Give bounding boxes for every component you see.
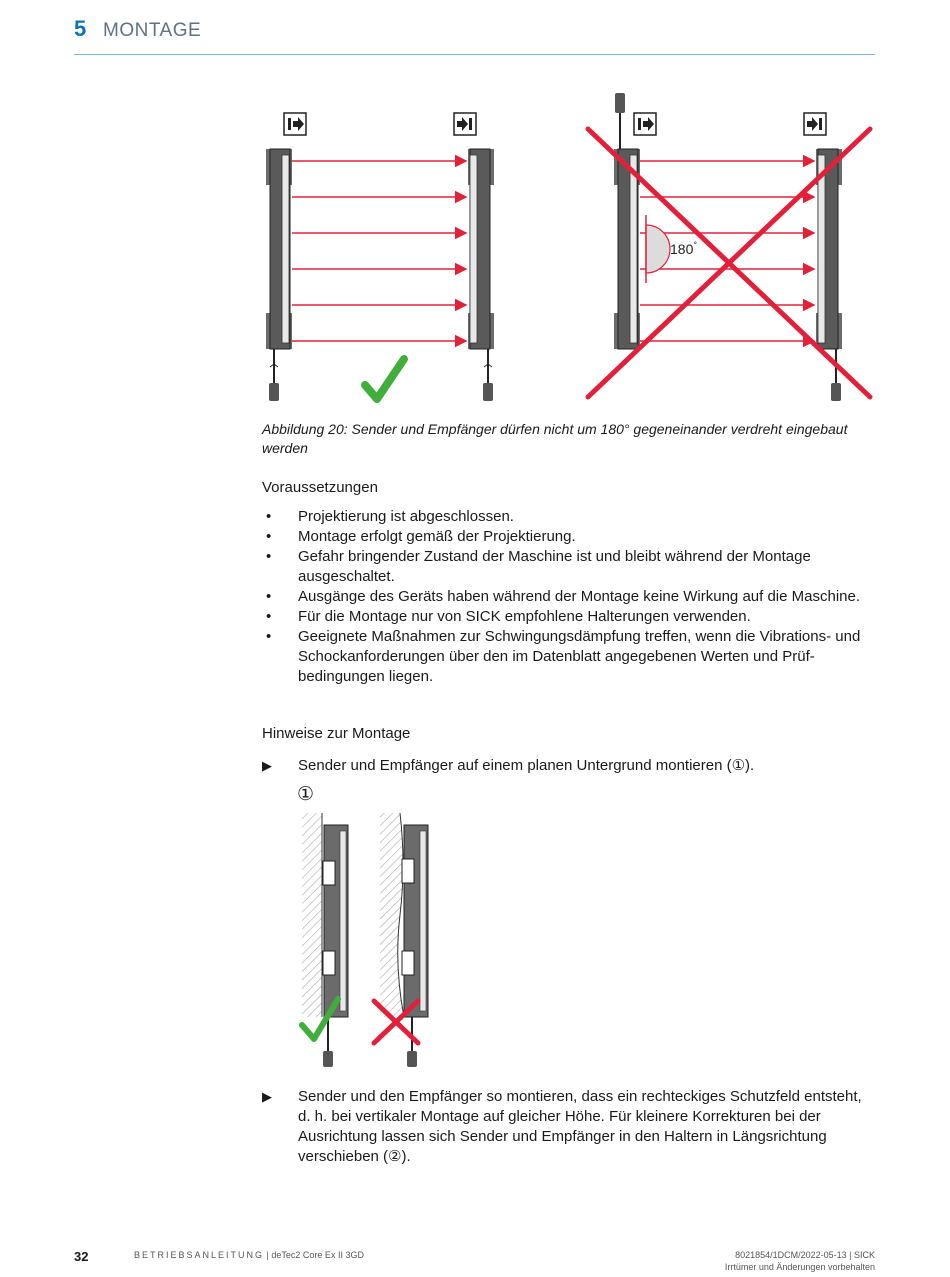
- angle-label: 180: [670, 241, 694, 257]
- sender-icon-rotated: [634, 113, 656, 135]
- list-item-text: Gefahr bringender Zustand der Maschine ist und bleibt während der Montage ausgeschaltet.: [298, 548, 811, 585]
- list-item: [262, 587, 874, 607]
- receiver-device: [468, 149, 494, 401]
- footer-document: [134, 1250, 364, 1260]
- product-name: deTec2 Core Ex II 3GD: [271, 1250, 364, 1260]
- list-item-text: Projektierung ist abgeschlossen.: [298, 508, 514, 525]
- list-item: [262, 527, 874, 547]
- list-item-text: Montage erfolgt gemäß der Projektierung.: [298, 528, 576, 545]
- list-item: [262, 607, 874, 627]
- footer-separator: |: [266, 1250, 269, 1260]
- step-2: [262, 1087, 874, 1167]
- receiver-icon: [454, 113, 476, 135]
- step-2-text: Sender und den Empfänger so montieren, dass ein rechteckiges Schutzfeld entsteht, d. h. bei vertikaler Montage auf gleicher Höhe. Für kleinere Korrekturen bei der Ausrichtung lassen sich Sender und Empfänger in den Haltern in Längsrichtung verschieben (②).: [298, 1088, 862, 1165]
- figure-flat-surface: [290, 805, 450, 1075]
- chapter-number: 5: [74, 16, 87, 41]
- page-number: 32: [74, 1249, 89, 1264]
- figure-caption: Abbildung 20: Sender und Empfänger dürfen nicht um 180° gegeneinander verdreht eingebaut werden: [262, 421, 848, 456]
- arrow-right-icon: ▶: [262, 1089, 272, 1104]
- list-item-text: Geeignete Maßnahmen zur Schwingungsdämpfung treffen, wenn die Vibrations- und Schockanforderungen über den im Datenblatt angegebenen Werten und Prüf-bedingungen liegen.: [298, 628, 861, 685]
- figure-marker: ①: [297, 784, 315, 805]
- bullet-icon: •: [266, 508, 272, 525]
- list-item: [262, 507, 874, 527]
- chapter-title: MONTAGE: [103, 20, 202, 41]
- bullet-icon: •: [266, 528, 272, 545]
- requirements-heading: Voraussetzungen: [262, 479, 378, 496]
- svg-text:180°: [670, 240, 697, 257]
- bullet-icon: •: [266, 548, 272, 565]
- figure-mounting-orientation: [258, 85, 883, 415]
- light-beams: [292, 161, 466, 341]
- checkmark-icon: [365, 359, 404, 399]
- requirements-list: [262, 507, 874, 687]
- step-1-text: Sender und Empfänger auf einem planen Untergrund montieren (①).: [298, 757, 755, 774]
- footer-right: [725, 1249, 875, 1273]
- bullet-icon: •: [266, 608, 272, 625]
- disclaimer: Irrtümer und Änderungen vorbehalten: [724, 1262, 875, 1272]
- doc-type: BETRIEBSANLEITUNG: [134, 1250, 265, 1260]
- step-1: [262, 756, 874, 776]
- notes-heading: Hinweise zur Montage: [262, 725, 411, 742]
- arrow-right-icon: ▶: [262, 758, 272, 773]
- receiver-icon-right: [804, 113, 826, 135]
- list-item-text: Ausgänge des Geräts haben während der Montage keine Wirkung auf die Maschine.: [298, 588, 861, 605]
- sender-icon: [284, 113, 306, 135]
- list-item-text: Für die Montage nur von SICK empfohlene Halterungen verwenden.: [298, 608, 751, 625]
- degree-mark: °: [693, 240, 697, 250]
- bullet-icon: •: [266, 628, 272, 645]
- receiver-device-right: [816, 149, 842, 401]
- bullet-icon: •: [266, 588, 272, 605]
- doc-reference: 8021854/1DCM/2022-05-13 | SICK: [735, 1250, 875, 1260]
- sender-device: [266, 149, 292, 401]
- list-item: [262, 547, 874, 587]
- list-item: [262, 627, 874, 687]
- page-header: [74, 14, 875, 55]
